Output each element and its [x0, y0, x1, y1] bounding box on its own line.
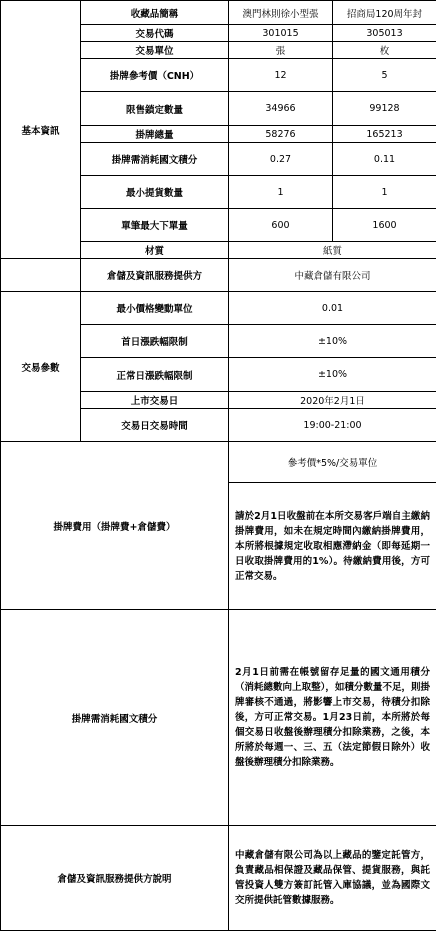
row-value-1: 張 [229, 42, 333, 59]
fee-text: 請於2月1日收盤前在本所交易客戶端自主繳納掛牌費用，如未在規定時間內繳納掛牌費用，本所將根據規定收取相應滯納金（即每延期一日收取掛牌費用的1%）。待繳納費用後，方可正常交易。 [231, 509, 434, 584]
row-value-2: 1 [333, 176, 436, 209]
row-label: 交易代碼 [81, 25, 229, 42]
row-value-1: 12 [229, 59, 333, 92]
row-value: 19:00-21:00 [229, 409, 436, 442]
row-value-1: 600 [229, 209, 333, 242]
points-text: 2月1日前需在帳號留存足量的國文通用積分（消耗總數向上取整），如積分數量不足，則掛牌審核不通過，將影響上市交易，待積分扣除後，方可正常交易。1月23日前，本所將於每個交易日收盤後辦理積分扣除業務，之後，本所將於每週一、三、五（法定節假日除外）收盤後辦理積分扣除業務。 [231, 665, 434, 770]
material-value: 紙質 [229, 242, 436, 259]
row-value-1: 58276 [229, 126, 333, 143]
table-row [1, 442, 436, 483]
table-row [1, 292, 436, 325]
row-label: 正常日漲跌幅限制 [81, 358, 229, 392]
header-row [1, 1, 436, 25]
fee-rate: 參考價*5%/交易單位 [229, 442, 436, 483]
row-value-1: 301015 [229, 25, 333, 42]
row-label: 掛牌總量 [81, 126, 229, 143]
row-value-2: 1600 [333, 209, 436, 242]
provider-label: 倉儲及資訊服務提供方 [81, 259, 229, 292]
table-row [1, 826, 436, 931]
row-value-2: 305013 [333, 25, 436, 42]
row-label: 單筆最大下單量 [81, 209, 229, 242]
row-label: 掛牌需消耗國文積分 [81, 143, 229, 176]
row-label: 限售鎖定數量 [81, 92, 229, 126]
row-label: 最小提貨數量 [81, 176, 229, 209]
points-label: 掛牌需消耗國文積分 [1, 610, 229, 826]
row-label: 上市交易日 [81, 392, 229, 409]
fee-label: 掛牌費用（掛牌費+倉儲費） [1, 442, 229, 610]
basic-info-section-label: 基本資訊 [1, 1, 81, 259]
table-row [1, 610, 436, 826]
row-value-1: 34966 [229, 92, 333, 126]
row-label: 首日漲跌幅限制 [81, 325, 229, 358]
row-label: 交易單位 [81, 42, 229, 59]
row-label: 最小價格變動單位 [81, 292, 229, 325]
row-value-2: 99128 [333, 92, 436, 126]
row-value-2: 0.11 [333, 143, 436, 176]
provider-note-text: 中藏倉儲有限公司為以上藏品的鑒定託管方，負責藏品相保證及藏品保管、提貨服務，與託管投資人雙方簽訂託管入庫協議，並為國際文交所提供託管數據服務。 [231, 848, 434, 908]
provider-note-label: 倉儲及資訊服務提供方說明 [1, 826, 229, 931]
provider-value: 中藏倉儲有限公司 [229, 259, 436, 292]
row-value-2: 165213 [333, 126, 436, 143]
row-value-1: 0.27 [229, 143, 333, 176]
row-value: ±10% [229, 358, 436, 392]
row-value-2: 枚 [333, 42, 436, 59]
trading-section-label: 交易參數 [1, 292, 81, 442]
row-value: 2020年2月1日 [229, 392, 436, 409]
table-row [1, 259, 436, 292]
row-value-2: 5 [333, 59, 436, 92]
item-name-label: 收藏品簡稱 [81, 1, 229, 25]
row-value: 0.01 [229, 292, 436, 325]
material-label: 材質 [81, 242, 229, 259]
row-value: ±10% [229, 325, 436, 358]
item-name-1: 澳門林則徐小型張 [229, 1, 333, 25]
row-label: 掛牌參考價（CNH） [81, 59, 229, 92]
item-name-2: 招商局120周年封 [333, 1, 436, 25]
row-value-1: 1 [229, 176, 333, 209]
row-label: 交易日交易時間 [81, 409, 229, 442]
